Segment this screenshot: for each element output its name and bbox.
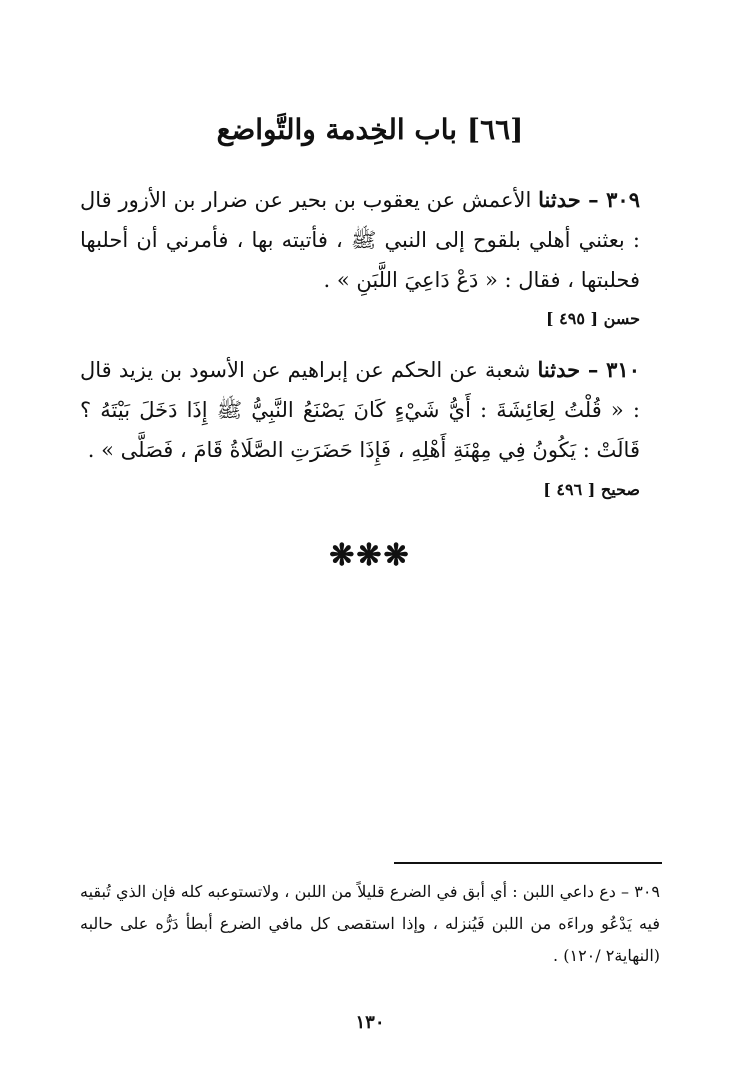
grade-label: حسن <box>603 309 640 328</box>
footnote-divider <box>394 862 662 864</box>
footnote <box>80 876 660 972</box>
grade-reference: [ ٤٩٥ ] <box>546 309 599 328</box>
hadith-number: ٣١٠ <box>606 357 640 382</box>
hadith-310-paragraph <box>80 350 640 470</box>
hadith-310-grade <box>80 477 640 503</box>
grade-reference: [ ٤٩٦ ] <box>543 480 596 499</box>
hadith-309-grade <box>80 306 640 332</box>
hadith-text: الأعمش عن يعقوب بن بحير عن ضرار بن الأزور قال : بعثني أهلي بلقوح إلى النبي ﷺ ، فأتيته بها ، فأمرني أن أحلبها فحلبتها ، فقال : « دَعْ دَاعِيَ اللَّبَنِ » . <box>80 188 640 292</box>
page-number: ١٣٠ <box>355 1012 385 1033</box>
hadith-310 <box>80 350 640 470</box>
hadith-309 <box>80 180 640 300</box>
hadith-dash: – <box>580 357 607 382</box>
hadith-number: ٣٠٩ <box>606 187 640 212</box>
hadith-lead-word: حدثنا <box>537 357 581 382</box>
section-separator-stars: ❋❋❋ <box>329 538 411 573</box>
hadith-lead-word: حدثنا <box>538 187 581 212</box>
chapter-title: [٦٦] باب الخِدمة والتَّواضع <box>216 113 524 146</box>
hadith-309-paragraph <box>80 180 640 300</box>
footnote-text: ٣٠٩ – دع داعي اللبن : أي أبق في الضرع قليلاً من اللبن ، ولاتستوعبه كله فإن الذي تُبقيه فيه يَدْعُو وراءَه من اللبن فَيُنزله ، وإذا استقصى كل مافي الضرع أبطأ دَرُّه على حالبه (النهاية٢ /١٢٠) . <box>80 882 660 965</box>
hadith-text: شعبة عن الحكم عن إبراهيم عن الأسود بن يزيد قال : « قُلْتُ لِعَائِشَةَ : أَيُّ شَيْءٍ كَانَ يَصْنَعُ النَّبِيُّ ﷺ إِذَا دَخَلَ بَيْتَهُ ؟ قَالَتْ : يَكُونُ فِي مِهْنَةِ أَهْلِهِ ، فَإِذَا حَضَرَتِ الصَّلَاةُ قَامَ ، فَصَلَّى » . <box>80 358 640 462</box>
hadith-dash: – <box>580 187 607 212</box>
grade-label: صحيح <box>600 480 640 499</box>
